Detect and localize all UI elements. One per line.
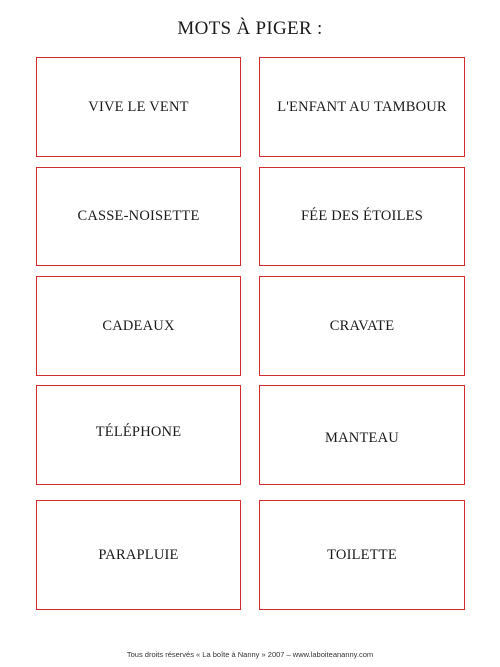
word-card — [259, 385, 465, 485]
word-card — [259, 500, 465, 610]
word-card — [259, 57, 465, 157]
copyright-footer: Tous droits réservés « La boîte à Nanny » 2007 – www.laboiteananny.com — [126, 650, 374, 659]
word-card — [259, 276, 465, 376]
word-card — [36, 500, 241, 610]
word-card-label: TÉLÉPHONE — [95, 423, 182, 440]
word-card — [36, 57, 241, 157]
word-card-label: CASSE-NOISETTE — [77, 208, 200, 224]
word-card-label: CADEAUX — [102, 317, 175, 334]
word-card-label: MANTEAU — [325, 429, 399, 446]
word-card-label: L'ENFANT AU TAMBOUR — [277, 98, 447, 115]
word-card-label: CRAVATE — [329, 317, 395, 334]
word-card — [259, 167, 465, 266]
word-card-label: FÉE DES ÉTOILES — [301, 208, 423, 224]
word-card — [36, 385, 241, 485]
page-title: MOTS À PIGER : — [177, 18, 323, 39]
word-card — [36, 167, 241, 266]
word-card — [36, 276, 241, 376]
word-card-label: TOILETTE — [327, 546, 397, 563]
word-card-label: VIVE LE VENT — [88, 98, 189, 115]
word-card-label: PARAPLUIE — [98, 546, 179, 563]
